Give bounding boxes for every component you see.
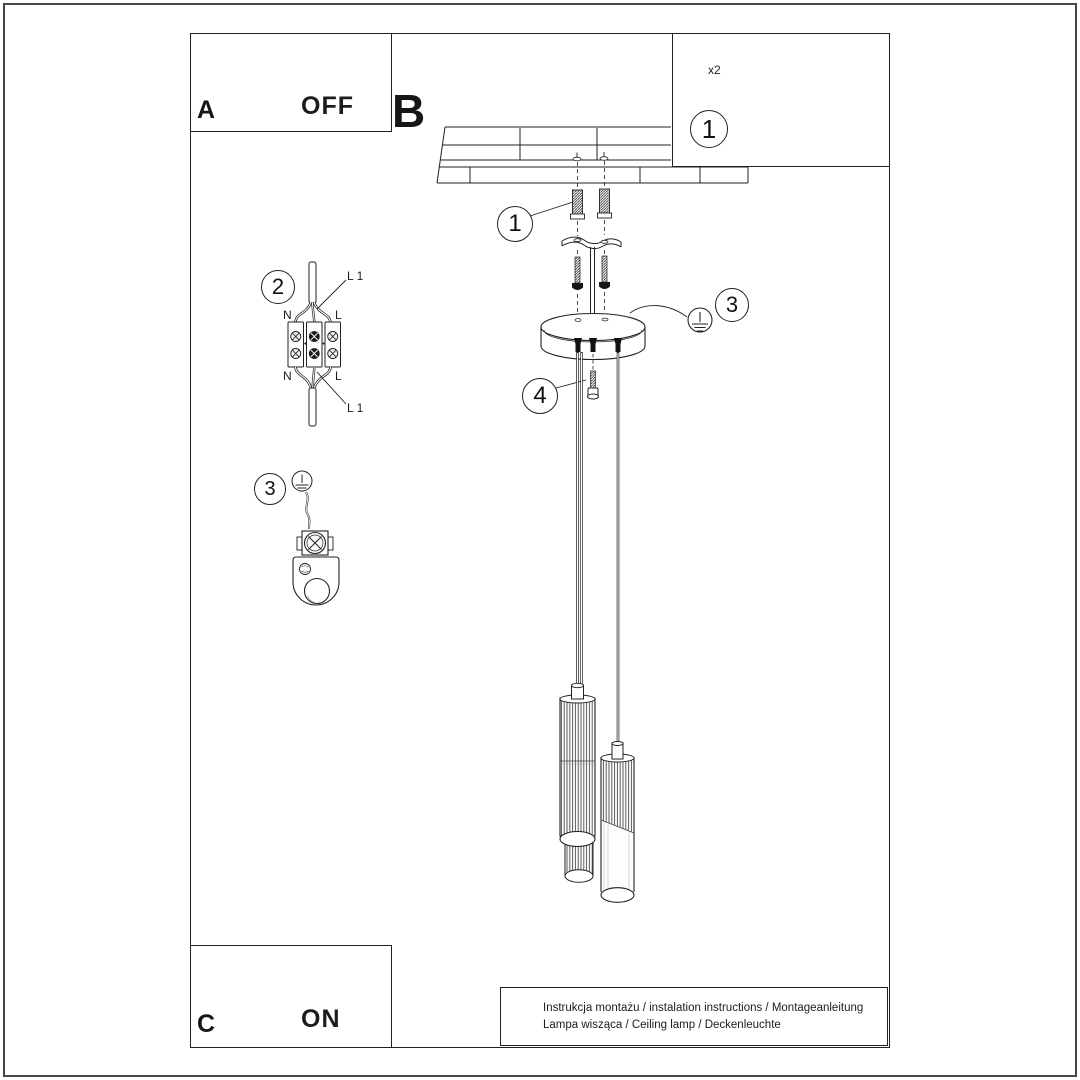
mounting-screw-right [599,256,610,289]
callout-step-2-wiring: 2 [261,270,295,304]
callout-step-3-ground-wire: 3 [254,473,286,505]
pendant-lamp-right [601,742,634,903]
section-letter-b: B [392,85,426,137]
callout-leader-ground [630,306,687,317]
wire-label-l1-bottom: L 1 [347,401,364,415]
wire-label-n-top: N [283,308,292,322]
section-letter-c: C [197,1010,216,1038]
wall-plug-left [571,190,585,219]
wire-label-l-top: L [335,308,342,322]
mounting-bracket [562,237,621,248]
section-letter-a: A [197,96,216,124]
panel-power-off-box [190,33,392,132]
pendant-lamp-left [560,683,595,846]
footer-title-box [500,987,888,1046]
power-off-label: OFF [301,92,354,120]
mounting-hardware-illustration [530,161,621,314]
wire-label-n-bottom: N [283,369,292,383]
label-leader-l1-top [317,280,346,309]
mounting-screw-left [572,257,583,290]
footer-line-1: Instrukcja montażu / instalation instructions / Montageanleitung [543,1001,864,1014]
panel-power-on-box [190,945,392,1048]
wall-plug-right [598,189,612,218]
footer-line-2: Lampa wisząca / Ceiling lamp / Deckenleuchte [543,1018,781,1031]
callout-leader-anchors [530,202,573,216]
canopy-illustration [541,306,712,360]
callout-step-4-lock-screw: 4 [522,378,558,414]
center-pipe [591,247,595,314]
callout-step-1-anchors: 1 [497,206,533,242]
terminal-block-illustration [288,262,346,426]
callout-step-1-parts: 1 [690,110,728,148]
callout-step-3-canopy: 3 [715,288,749,322]
ground-clamp-illustration [292,471,339,605]
ground-symbol-icon [688,308,712,332]
quantity-label: x2 [708,63,721,77]
power-on-label: ON [301,1005,341,1033]
wire-label-l1-top: L 1 [347,269,364,283]
wire-label-l-bottom: L [335,369,342,383]
ground-symbol-icon [292,471,312,491]
